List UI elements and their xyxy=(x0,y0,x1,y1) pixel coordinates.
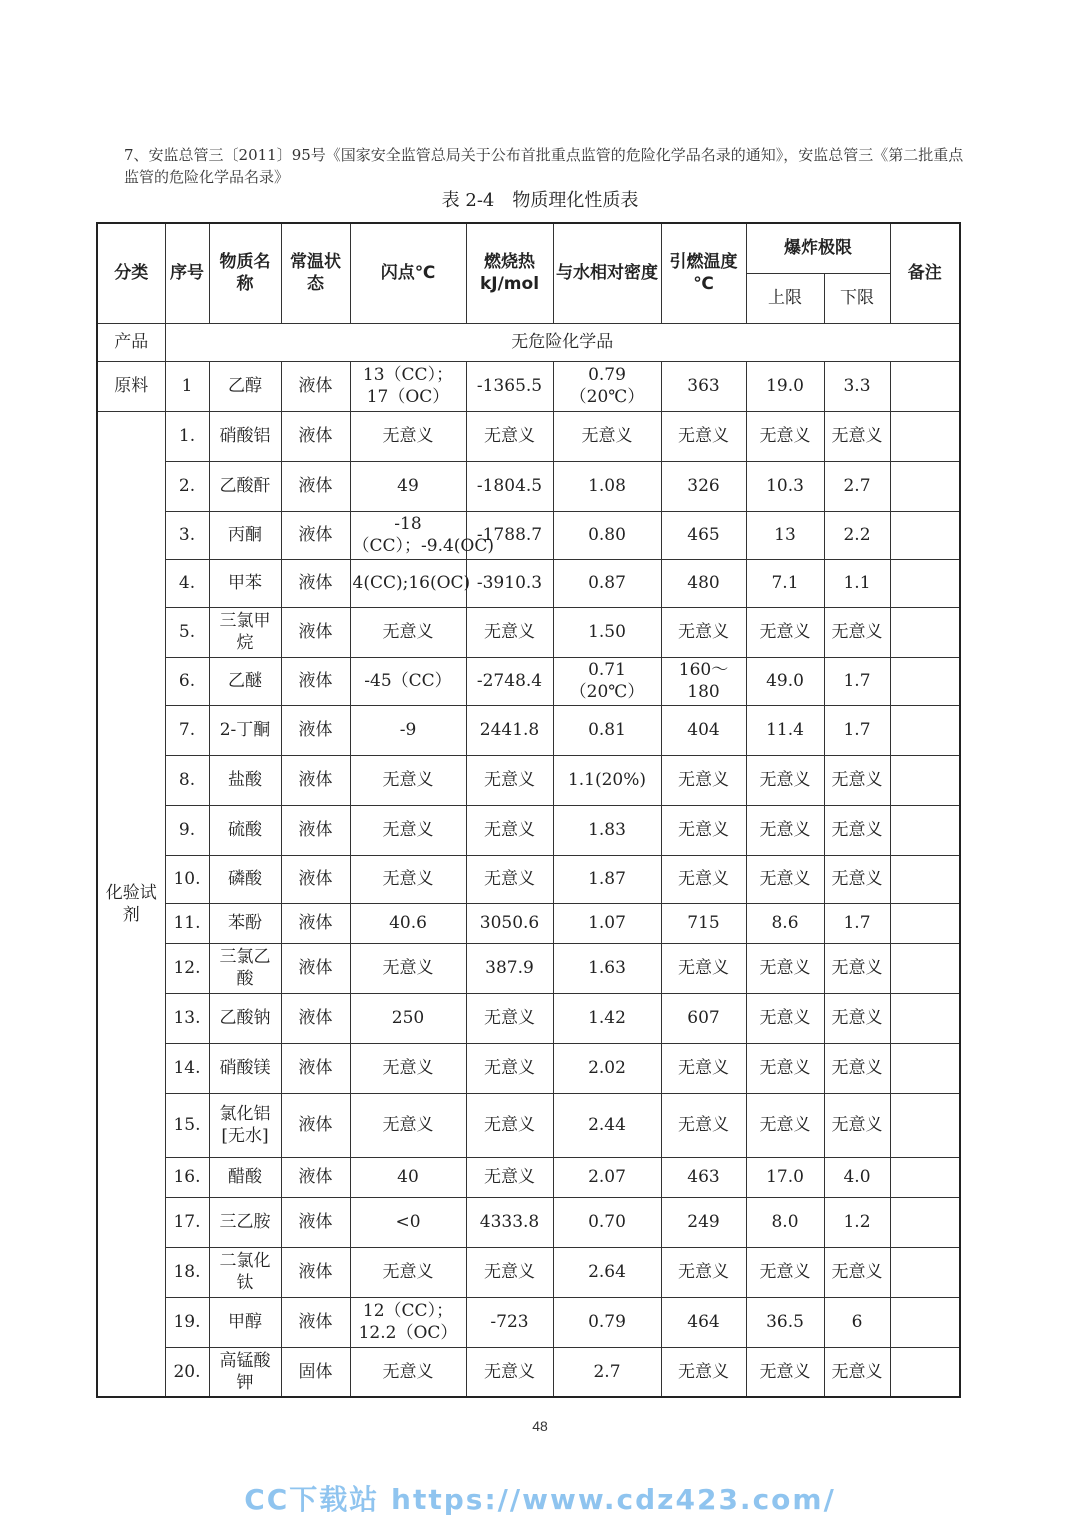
reagent-ignition: 404 xyxy=(661,705,746,755)
reagent-flash: 无意义 xyxy=(350,1093,466,1157)
reagent-name: 丙酮 xyxy=(209,511,281,559)
reagent-seq: 11. xyxy=(165,903,209,943)
raw-flash: 13（CC）；17（OC） xyxy=(350,361,466,411)
table-number: 表 2-4 xyxy=(441,190,495,211)
reagent-upper: 无意义 xyxy=(746,411,824,461)
reagent-name: 三乙胺 xyxy=(209,1197,281,1247)
header-category: 分类 xyxy=(97,223,165,323)
reagent-remark xyxy=(890,993,960,1043)
reagent-upper: 无意义 xyxy=(746,607,824,657)
reagent-lower: 无意义 xyxy=(824,943,890,993)
reagent-density: 0.79 xyxy=(553,1297,661,1347)
reagent-flash: 40 xyxy=(350,1157,466,1197)
reagent-row xyxy=(97,1197,960,1247)
reagent-lower: 无意义 xyxy=(824,805,890,855)
reagent-seq: 5. xyxy=(165,607,209,657)
reagent-heat: 无意义 xyxy=(466,993,553,1043)
reagent-density: 2.07 xyxy=(553,1157,661,1197)
raw-material-row xyxy=(97,361,960,411)
reagent-seq: 1. xyxy=(165,411,209,461)
raw-heat: -1365.5 xyxy=(466,361,553,411)
reagent-remark xyxy=(890,657,960,705)
reagent-heat: 3050.6 xyxy=(466,903,553,943)
reagent-heat: 无意义 xyxy=(466,1093,553,1157)
reagent-upper: 无意义 xyxy=(746,1347,824,1397)
reagent-name: 磷酸 xyxy=(209,855,281,903)
reagent-flash: 无意义 xyxy=(350,1043,466,1093)
reagent-flash: 无意义 xyxy=(350,1247,466,1297)
reagent-upper: 10.3 xyxy=(746,461,824,511)
reagent-seq: 8. xyxy=(165,755,209,805)
reagent-name: 三氯甲烷 xyxy=(209,607,281,657)
header-seq: 序号 xyxy=(165,223,209,323)
reagent-seq: 10. xyxy=(165,855,209,903)
reagent-lower: 无意义 xyxy=(824,1043,890,1093)
reagent-name: 三氯乙酸 xyxy=(209,943,281,993)
raw-density: 0.79（20℃） xyxy=(553,361,661,411)
raw-upper: 19.0 xyxy=(746,361,824,411)
header-state: 常温状态 xyxy=(281,223,350,323)
reagent-seq: 20. xyxy=(165,1347,209,1397)
reagent-seq: 6. xyxy=(165,657,209,705)
reagent-ignition: 326 xyxy=(661,461,746,511)
reagent-flash: 无意义 xyxy=(350,805,466,855)
reagent-upper: 49.0 xyxy=(746,657,824,705)
reagent-lower: 4.0 xyxy=(824,1157,890,1197)
reagent-upper: 无意义 xyxy=(746,855,824,903)
reagent-lower: 1.1 xyxy=(824,559,890,607)
reagent-flash: -9 xyxy=(350,705,466,755)
reagent-upper: 11.4 xyxy=(746,705,824,755)
reagent-heat: -3910.3 xyxy=(466,559,553,607)
reagent-density: 2.7 xyxy=(553,1347,661,1397)
reagent-flash: 49 xyxy=(350,461,466,511)
reagent-lower: 无意义 xyxy=(824,993,890,1043)
reagent-name: 甲苯 xyxy=(209,559,281,607)
reagent-name: 高锰酸钾 xyxy=(209,1347,281,1397)
reagent-flash: 12（CC）；12.2（OC） xyxy=(350,1297,466,1347)
reagent-name: 硫酸 xyxy=(209,805,281,855)
reagent-heat: -2748.4 xyxy=(466,657,553,705)
reagent-remark xyxy=(890,1093,960,1157)
reagent-density: 1.63 xyxy=(553,943,661,993)
reagent-row xyxy=(97,903,960,943)
reagent-lower: 1.2 xyxy=(824,1197,890,1247)
reagent-name: 硝酸镁 xyxy=(209,1043,281,1093)
reagent-name: 甲醇 xyxy=(209,1297,281,1347)
reagent-flash: 4(CC);16(OC) xyxy=(350,559,466,607)
reagent-name: 氯化铝[无水] xyxy=(209,1093,281,1157)
reagent-heat: 无意义 xyxy=(466,805,553,855)
reagent-flash: 无意义 xyxy=(350,855,466,903)
reagent-seq: 15. xyxy=(165,1093,209,1157)
reagent-density: 1.08 xyxy=(553,461,661,511)
reagent-ignition: 249 xyxy=(661,1197,746,1247)
reagent-ignition: 465 xyxy=(661,511,746,559)
reagent-flash: 40.6 xyxy=(350,903,466,943)
reagent-seq: 16. xyxy=(165,1157,209,1197)
reagent-heat: 无意义 xyxy=(466,1043,553,1093)
reagent-lower: 2.7 xyxy=(824,461,890,511)
reagent-remark xyxy=(890,705,960,755)
reagent-row xyxy=(97,1093,960,1157)
reagent-seq: 18. xyxy=(165,1247,209,1297)
header-lower-limit: 下限 xyxy=(824,273,890,323)
reagent-ignition: 无意义 xyxy=(661,943,746,993)
reagent-name: 乙酸钠 xyxy=(209,993,281,1043)
header-ignition: 引燃温度 ℃ xyxy=(661,223,746,323)
reagent-heat: -723 xyxy=(466,1297,553,1347)
reagent-state: 液体 xyxy=(281,943,350,993)
reagent-heat: 无意义 xyxy=(466,1157,553,1197)
reagent-remark xyxy=(890,1197,960,1247)
reagent-row xyxy=(97,607,960,657)
reagent-row xyxy=(97,461,960,511)
header-heat: 燃烧热 kJ/mol xyxy=(466,223,553,323)
reagent-seq: 13. xyxy=(165,993,209,1043)
reagent-flash: 无意义 xyxy=(350,607,466,657)
reagent-lower: 1.7 xyxy=(824,705,890,755)
reagent-ignition: 无意义 xyxy=(661,855,746,903)
reagent-heat: 4333.8 xyxy=(466,1197,553,1247)
reagent-ignition: 无意义 xyxy=(661,607,746,657)
reagent-ignition: 715 xyxy=(661,903,746,943)
reagent-density: 1.83 xyxy=(553,805,661,855)
header-explosion-limit: 爆炸极限 xyxy=(746,223,890,273)
reagent-upper: 无意义 xyxy=(746,755,824,805)
reagent-ignition: 480 xyxy=(661,559,746,607)
reagent-flash: 250 xyxy=(350,993,466,1043)
reagent-state: 液体 xyxy=(281,607,350,657)
reagent-lower: 2.2 xyxy=(824,511,890,559)
reagent-lower: 无意义 xyxy=(824,755,890,805)
reagent-density: 2.02 xyxy=(553,1043,661,1093)
reagent-lower: 无意义 xyxy=(824,1247,890,1297)
reagent-upper: 无意义 xyxy=(746,1043,824,1093)
reagent-ignition: 无意义 xyxy=(661,1247,746,1297)
reagent-state: 液体 xyxy=(281,903,350,943)
reagent-heat: 无意义 xyxy=(466,1347,553,1397)
reagent-state: 液体 xyxy=(281,755,350,805)
reagent-upper: 8.0 xyxy=(746,1197,824,1247)
reagent-density: 无意义 xyxy=(553,411,661,461)
reagent-ignition: 无意义 xyxy=(661,1043,746,1093)
reagent-flash: 无意义 xyxy=(350,1347,466,1397)
reagent-ignition: 463 xyxy=(661,1157,746,1197)
reagent-row xyxy=(97,855,960,903)
reagent-state: 液体 xyxy=(281,1297,350,1347)
reagent-density: 1.42 xyxy=(553,993,661,1043)
reagent-name: 2-丁酮 xyxy=(209,705,281,755)
raw-ignition: 363 xyxy=(661,361,746,411)
reagent-upper: 无意义 xyxy=(746,1093,824,1157)
reagent-row xyxy=(97,657,960,705)
reagent-heat: 2441.8 xyxy=(466,705,553,755)
reagent-ignition: 无意义 xyxy=(661,1093,746,1157)
reagent-density: 1.87 xyxy=(553,855,661,903)
reagent-lower: 1.7 xyxy=(824,657,890,705)
reagent-remark xyxy=(890,1043,960,1093)
reagent-state: 液体 xyxy=(281,705,350,755)
reagent-seq: 14. xyxy=(165,1043,209,1093)
reagent-state: 固体 xyxy=(281,1347,350,1397)
reagent-upper: 13 xyxy=(746,511,824,559)
reagent-name: 乙醚 xyxy=(209,657,281,705)
reagent-row xyxy=(97,805,960,855)
reagent-lower: 无意义 xyxy=(824,1093,890,1157)
reagent-row xyxy=(97,943,960,993)
reagent-upper: 无意义 xyxy=(746,993,824,1043)
reagent-flash: -18（CC）；-9.4(OC) xyxy=(350,511,466,559)
reagent-remark xyxy=(890,1347,960,1397)
reagent-heat: 无意义 xyxy=(466,855,553,903)
reagent-ignition: 无意义 xyxy=(661,755,746,805)
reagent-row xyxy=(97,1247,960,1297)
reagent-state: 液体 xyxy=(281,511,350,559)
reagent-density: 0.81 xyxy=(553,705,661,755)
reagent-remark xyxy=(890,1247,960,1297)
reagent-upper: 17.0 xyxy=(746,1157,824,1197)
reagent-row xyxy=(97,1157,960,1197)
reagent-remark xyxy=(890,511,960,559)
reagent-name: 二氯化钛 xyxy=(209,1247,281,1297)
reagent-state: 液体 xyxy=(281,1197,350,1247)
reagent-remark xyxy=(890,755,960,805)
reagent-category: 化验试剂 xyxy=(97,411,165,1397)
reagent-seq: 4. xyxy=(165,559,209,607)
reagent-density: 1.1(20%) xyxy=(553,755,661,805)
reagent-row xyxy=(97,993,960,1043)
reagent-ignition: 160～180 xyxy=(661,657,746,705)
source-note: 7、安监总管三〔2011〕95号《国家安全监管总局关于公布首批重点监管的危险化学品名录的通知》，安监总管三《第二批重点监管的危险化学品名录》 xyxy=(124,146,964,186)
reagent-flash: -45（CC） xyxy=(350,657,466,705)
reagent-upper: 7.1 xyxy=(746,559,824,607)
header-density: 与水相对密度 xyxy=(553,223,661,323)
reagent-name: 硝酸铝 xyxy=(209,411,281,461)
header-flash: 闪点℃ xyxy=(350,223,466,323)
reagent-name: 盐酸 xyxy=(209,755,281,805)
reagent-row xyxy=(97,1043,960,1093)
reagent-remark xyxy=(890,1297,960,1347)
reagent-row xyxy=(97,511,960,559)
header-name: 物质名称 xyxy=(209,223,281,323)
reagent-row xyxy=(97,1347,960,1397)
reagent-density: 0.70 xyxy=(553,1197,661,1247)
reagent-remark xyxy=(890,903,960,943)
reagent-flash: 无意义 xyxy=(350,411,466,461)
reagent-seq: 7. xyxy=(165,705,209,755)
reagent-name: 苯酚 xyxy=(209,903,281,943)
reagent-density: 0.71（20℃） xyxy=(553,657,661,705)
reagent-seq: 2. xyxy=(165,461,209,511)
reagent-name: 乙酸酐 xyxy=(209,461,281,511)
reagent-remark xyxy=(890,559,960,607)
reagent-remark xyxy=(890,461,960,511)
table-caption xyxy=(0,186,1080,212)
reagent-density: 2.64 xyxy=(553,1247,661,1297)
reagent-heat: 无意义 xyxy=(466,1247,553,1297)
reagent-upper: 8.6 xyxy=(746,903,824,943)
reagent-row xyxy=(97,559,960,607)
reagent-state: 液体 xyxy=(281,411,350,461)
raw-seq: 1 xyxy=(165,361,209,411)
reagent-heat: -1804.5 xyxy=(466,461,553,511)
reagent-density: 1.07 xyxy=(553,903,661,943)
reagent-state: 液体 xyxy=(281,1247,350,1297)
reagent-remark xyxy=(890,1157,960,1197)
reagent-state: 液体 xyxy=(281,1093,350,1157)
reagent-name: 醋酸 xyxy=(209,1157,281,1197)
reagent-seq: 9. xyxy=(165,805,209,855)
reagent-row xyxy=(97,411,960,461)
reagent-heat: 无意义 xyxy=(466,755,553,805)
reagent-state: 液体 xyxy=(281,461,350,511)
reagent-ignition: 607 xyxy=(661,993,746,1043)
reagent-lower: 6 xyxy=(824,1297,890,1347)
product-note: 无危险化学品 xyxy=(165,323,960,361)
reagent-state: 液体 xyxy=(281,1043,350,1093)
reagent-state: 液体 xyxy=(281,657,350,705)
page-number: 48 xyxy=(532,1418,548,1434)
reagent-ignition: 464 xyxy=(661,1297,746,1347)
reagent-row xyxy=(97,755,960,805)
watermark: CC下载站 https://www.cdz423.com/ xyxy=(244,1483,836,1516)
reagent-state: 液体 xyxy=(281,559,350,607)
product-category: 产品 xyxy=(97,323,165,361)
reagent-density: 0.87 xyxy=(553,559,661,607)
reagent-upper: 无意义 xyxy=(746,805,824,855)
reagent-remark xyxy=(890,607,960,657)
raw-lower: 3.3 xyxy=(824,361,890,411)
header-remark: 备注 xyxy=(890,223,960,323)
reagent-ignition: 无意义 xyxy=(661,1347,746,1397)
raw-category: 原料 xyxy=(97,361,165,411)
reagent-flash: 无意义 xyxy=(350,755,466,805)
reagent-seq: 17. xyxy=(165,1197,209,1247)
raw-name: 乙醇 xyxy=(209,361,281,411)
reagent-flash: 无意义 xyxy=(350,943,466,993)
reagent-upper: 36.5 xyxy=(746,1297,824,1347)
reagent-density: 2.44 xyxy=(553,1093,661,1157)
reagent-upper: 无意义 xyxy=(746,943,824,993)
table-title: 物质理化性质表 xyxy=(512,190,639,211)
reagent-seq: 3. xyxy=(165,511,209,559)
reagent-density: 1.50 xyxy=(553,607,661,657)
reagent-ignition: 无意义 xyxy=(661,805,746,855)
reagent-upper: 无意义 xyxy=(746,1247,824,1297)
reagent-heat: 387.9 xyxy=(466,943,553,993)
raw-remark xyxy=(890,361,960,411)
raw-state: 液体 xyxy=(281,361,350,411)
header-upper-limit: 上限 xyxy=(746,273,824,323)
reagent-lower: 1.7 xyxy=(824,903,890,943)
reagent-ignition: 无意义 xyxy=(661,411,746,461)
properties-table xyxy=(96,222,961,1398)
reagent-heat: 无意义 xyxy=(466,607,553,657)
reagent-heat: 无意义 xyxy=(466,411,553,461)
reagent-lower: 无意义 xyxy=(824,855,890,903)
reagent-state: 液体 xyxy=(281,805,350,855)
reagent-heat: -1788.7 xyxy=(466,511,553,559)
reagent-remark xyxy=(890,943,960,993)
reagent-row xyxy=(97,1297,960,1347)
reagent-lower: 无意义 xyxy=(824,607,890,657)
reagent-state: 液体 xyxy=(281,855,350,903)
reagent-flash: <0 xyxy=(350,1197,466,1247)
reagent-remark xyxy=(890,805,960,855)
reagent-remark xyxy=(890,411,960,461)
reagent-seq: 12. xyxy=(165,943,209,993)
reagent-lower: 无意义 xyxy=(824,411,890,461)
reagent-row xyxy=(97,705,960,755)
reagent-state: 液体 xyxy=(281,993,350,1043)
reagent-lower: 无意义 xyxy=(824,1347,890,1397)
reagent-remark xyxy=(890,855,960,903)
reagent-seq: 19. xyxy=(165,1297,209,1347)
reagent-density: 0.80 xyxy=(553,511,661,559)
reagent-state: 液体 xyxy=(281,1157,350,1197)
